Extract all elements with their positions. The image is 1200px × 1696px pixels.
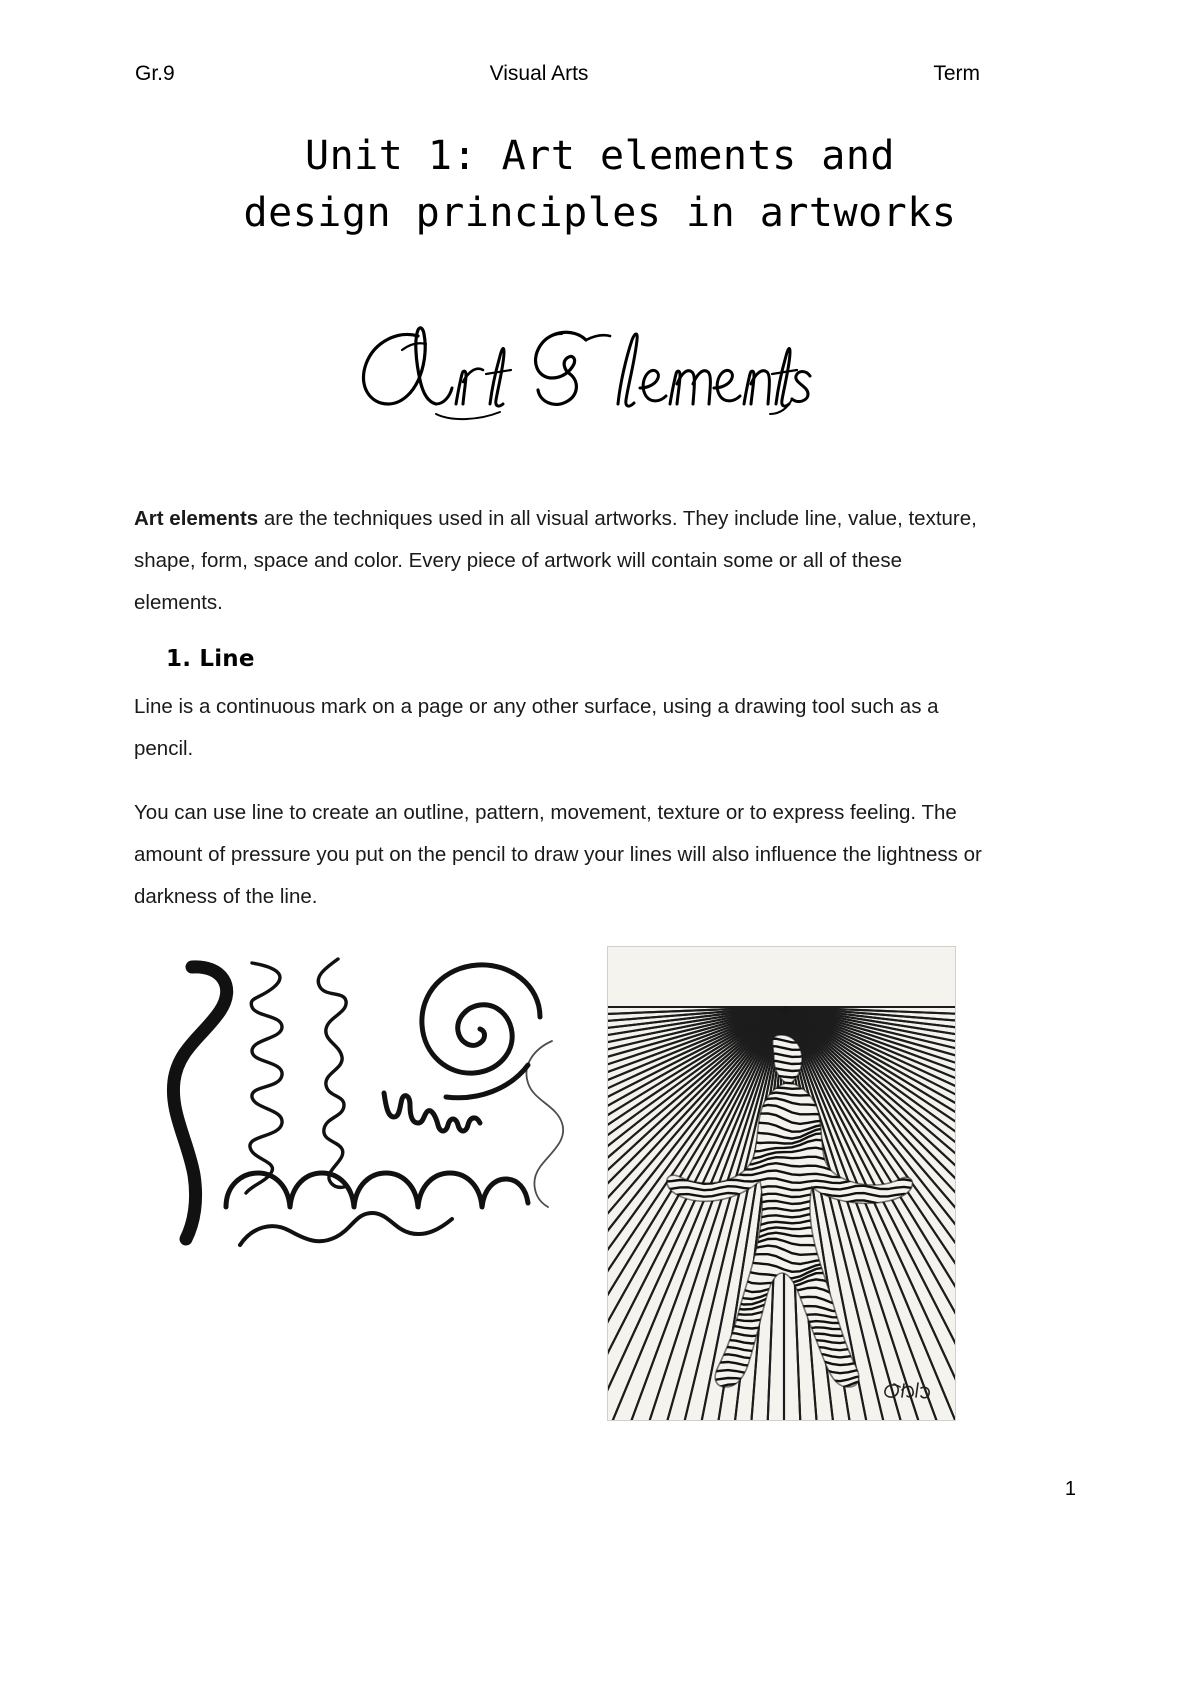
- body-content: [134, 498, 982, 940]
- intro-bold-lead: Art elements: [134, 507, 259, 530]
- line-paragraph-2: You can use line to create an outline, pattern, movement, texture or to express feeling. The amount of pressure you put on the pencil to draw your lines will also influence the lightness or darkness of the line.: [134, 801, 982, 908]
- page-title: [100, 128, 1100, 242]
- page-number: 1: [1064, 1478, 1076, 1500]
- page-title-line-2: design principles in artworks: [243, 189, 957, 236]
- header-grade: Gr.9: [135, 62, 175, 85]
- figure-row: [0, 935, 1200, 1435]
- line-paragraph-1: Line is a continuous mark on a page or any other surface, using a drawing tool such as a pencil.: [134, 695, 939, 760]
- section-heading-line: 1. Line: [166, 646, 255, 672]
- page-title-line-1: Unit 1: Art elements and: [305, 133, 895, 179]
- header-subject: Visual Arts: [489, 62, 589, 85]
- script-heading-art-elements: [100, 300, 1100, 440]
- op-art-figure-illustration: [607, 946, 956, 1421]
- header-term: Term: [933, 62, 980, 85]
- intro-paragraph: [134, 498, 982, 624]
- document-header: [135, 62, 980, 86]
- intro-paragraph-rest: are the techniques used in all visual artworks. They include line, value, texture, shape, form, space and color. Every piece of artwork will contain some or all of these elements.: [134, 507, 977, 614]
- line-doodles-illustration: [148, 945, 568, 1255]
